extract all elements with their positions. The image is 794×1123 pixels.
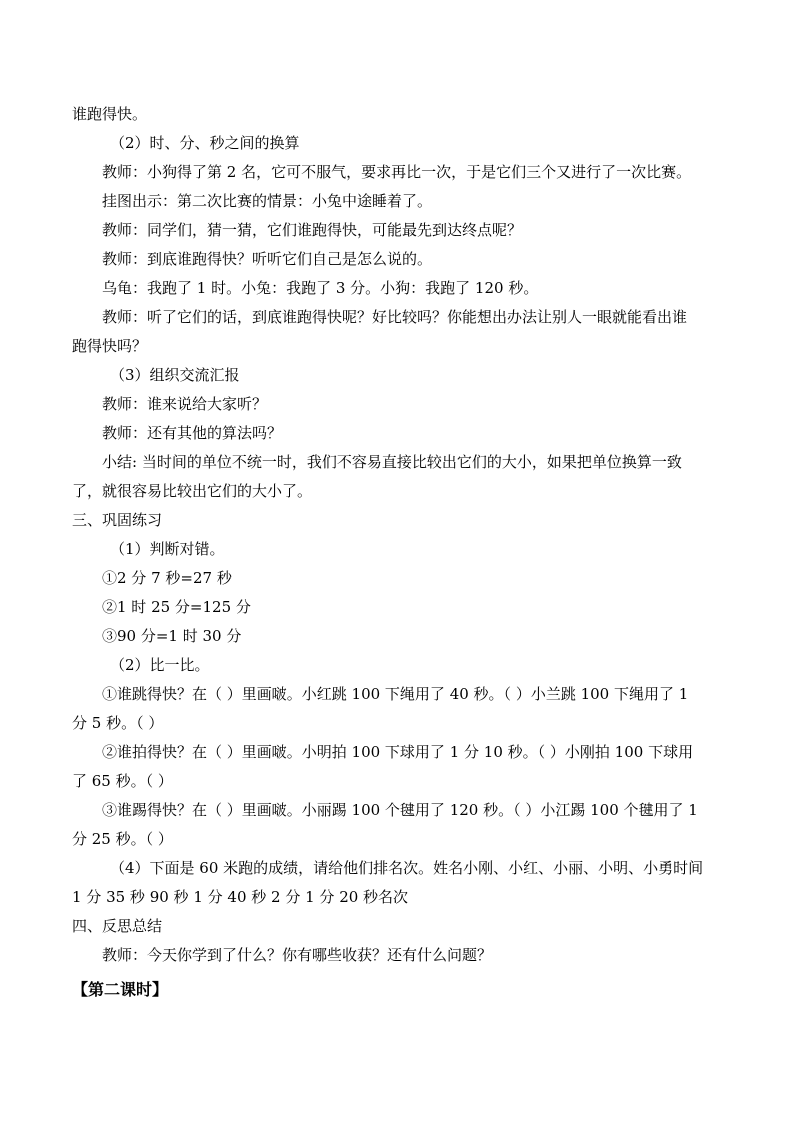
exercise-item-3: ③90 分=1 时 30 分 [102, 627, 242, 645]
paragraph-teacher-reflection: 教师：今天你学到了什么？你有哪些收获？还有什么问题？ [102, 946, 493, 964]
compare-pat: ②谁拍得快？在（ ）里画啵。小明拍 100 下球用了 1 分 10 秒。（ ）小刚拍 100 下球用 [102, 743, 694, 761]
paragraph-summary-cont: 了，就很容易比较出它们的大小了。 [72, 482, 313, 500]
exercise-item-2: ②1 时 25 分=125 分 [102, 598, 251, 616]
paragraph-teacher-second-race: 教师：小狗得了第 2 名，它可不服气，要求再比一次，于是它们三个又进行了一次比赛。 [102, 163, 692, 181]
section-heading-reflection: 四、反思总结 [72, 917, 163, 935]
exercise-item-1: ①2 分 7 秒=27 秒 [102, 569, 232, 587]
paragraph-teacher-listen: 教师：到底谁跑得快？听听它们自己是怎么说的。 [102, 250, 433, 268]
paragraph-animal-statements: 乌龟：我跑了 1 时。小兔：我跑了 3 分。小狗：我跑了 120 秒。 [102, 279, 539, 297]
document-page [72, 100, 724, 1004]
compare-kick: ③谁踢得快？在（ ）里画啵。小丽踢 100 个毽用了 120 秒。（ ）小江踢 100 个毽用了 1 [102, 801, 698, 819]
section-heading-practice: 三、巩固练习 [72, 511, 163, 529]
paragraph-teacher-other: 教师：还有其他的算法吗？ [102, 424, 283, 442]
compare-kick-cont: 分 25 秒。（ ） [72, 830, 173, 848]
paragraph-continuation: 谁跑得快。 [72, 105, 148, 123]
paragraph-teacher-question-cont: 跑得快吗？ [72, 337, 148, 355]
compare-jump-cont: 分 5 秒。（ ） [72, 714, 164, 732]
exercise-ranking-cont: 1 分 35 秒 90 秒 1 分 40 秒 2 分 1 分 20 秒名次 [72, 888, 409, 906]
compare-jump: ①谁跳得快？在（ ）里画啵。小红跳 100 下绳用了 40 秒。（ ）小兰跳 100 下绳用了 1 [102, 685, 689, 703]
subsection-heading-report: （3）组织交流汇报 [110, 366, 240, 384]
compare-pat-cont: 了 65 秒。（ ） [72, 772, 173, 790]
exercise-ranking: （4）下面是 60 米跑的成绩，请给他们排名次。姓名小刚、小红、小丽、小明、小勇时间 [110, 859, 704, 877]
exercise-heading-true-false: （1）判断对错。 [110, 540, 225, 558]
exercise-heading-compare: （2）比一比。 [110, 656, 210, 674]
paragraph-picture-shown: 挂图出示：第二次比赛的情景：小兔中途睡着了。 [102, 192, 433, 210]
subsection-heading-time-conversion: （2）时、分、秒之间的换算 [110, 134, 300, 152]
paragraph-teacher-question: 教师：听了它们的话，到底谁跑得快呢？好比较吗？你能想出办法让别人一眼就能看出谁 [102, 308, 688, 326]
lesson-heading-second: 【第二课时】 [72, 980, 169, 999]
paragraph-teacher-who: 教师：谁来说给大家听？ [102, 395, 268, 413]
paragraph-summary: 小结: 当时间的单位不统一时，我们不容易直接比较出它们的大小，如果把单位换算一致 [102, 453, 682, 471]
paragraph-teacher-guess: 教师：同学们，猜一猜，它们谁跑得快，可能最先到达终点呢？ [102, 221, 523, 239]
